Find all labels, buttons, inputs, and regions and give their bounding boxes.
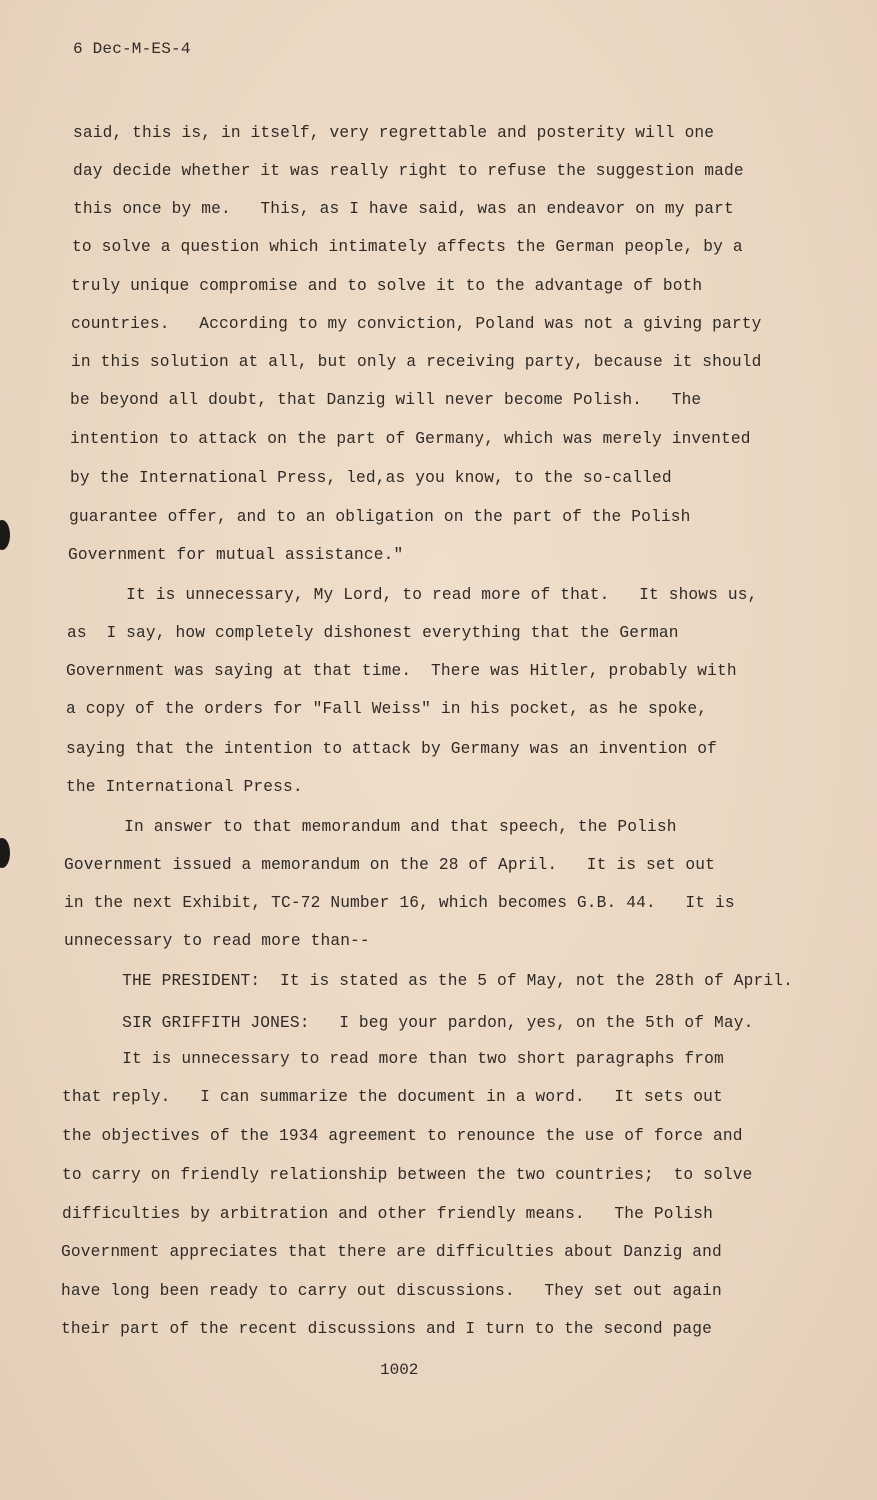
text-line: a copy of the orders for "Fall Weiss" in his pocket, as he spoke,: [66, 700, 708, 718]
punch-hole-mark: [0, 838, 10, 868]
text-line: saying that the intention to attack by Germany was an invention of: [66, 740, 718, 758]
text-line: have long been ready to carry out discussions. They set out again: [61, 1282, 722, 1300]
text-line: intention to attack on the part of Germany, which was merely invented: [70, 430, 751, 448]
text-line: difficulties by arbitration and other friendly means. The Polish: [62, 1205, 714, 1223]
text-line: countries. According to my conviction, Poland was not a giving party: [71, 315, 762, 333]
text-line: Government for mutual assistance.": [68, 546, 404, 564]
text-line: to carry on friendly relationship between the two countries; to solve: [62, 1166, 753, 1184]
text-line: Government appreciates that there are difficulties about Danzig and: [61, 1243, 722, 1261]
text-line: the objectives of the 1934 agreement to renounce the use of force and: [62, 1127, 743, 1145]
text-line: to solve a question which intimately affects the German people, by a: [72, 238, 743, 256]
text-line: this once by me. This, as I have said, was an endeavor on my part: [73, 200, 734, 218]
text-line: In answer to that memorandum and that speech, the Polish: [65, 818, 677, 836]
text-line: unnecessary to read more than--: [64, 932, 370, 950]
text-line: the International Press.: [66, 778, 303, 796]
text-line: THE PRESIDENT: It is stated as the 5 of May, not the 28th of April.: [63, 972, 793, 990]
punch-hole-mark: [0, 520, 10, 550]
page-number: 1002: [380, 1361, 419, 1379]
text-line: day decide whether it was really right to refuse the suggestion made: [73, 162, 744, 180]
text-line: by the International Press, led,as you know, to the so-called: [70, 469, 672, 487]
text-line: as I say, how completely dishonest everything that the German: [67, 624, 679, 642]
text-line: Government was saying at that time. There was Hitler, probably with: [66, 662, 737, 680]
text-line: be beyond all doubt, that Danzig will never become Polish. The: [70, 391, 702, 409]
text-line: in this solution at all, but only a receiving party, because it should: [71, 353, 762, 371]
page-reference: 6 Dec-M-ES-4: [73, 40, 191, 58]
text-line: their part of the recent discussions and I turn to the second page: [61, 1320, 713, 1338]
text-line: truly unique compromise and to solve it to the advantage of both: [71, 277, 703, 295]
text-line: said, this is, in itself, very regrettable and posterity will one: [73, 124, 715, 142]
text-line: that reply. I can summarize the document in a word. It sets out: [62, 1088, 723, 1106]
text-line: guarantee offer, and to an obligation on the part of the Polish: [69, 508, 691, 526]
text-line: Government issued a memorandum on the 28 of April. It is set out: [64, 856, 716, 874]
text-line: It is unnecessary to read more than two short paragraphs from: [63, 1050, 724, 1068]
text-line: It is unnecessary, My Lord, to read more of that. It shows us,: [67, 586, 758, 604]
text-line: SIR GRIFFITH JONES: I beg your pardon, yes, on the 5th of May.: [63, 1014, 754, 1032]
text-line: in the next Exhibit, TC-72 Number 16, which becomes G.B. 44. It is: [64, 894, 735, 912]
